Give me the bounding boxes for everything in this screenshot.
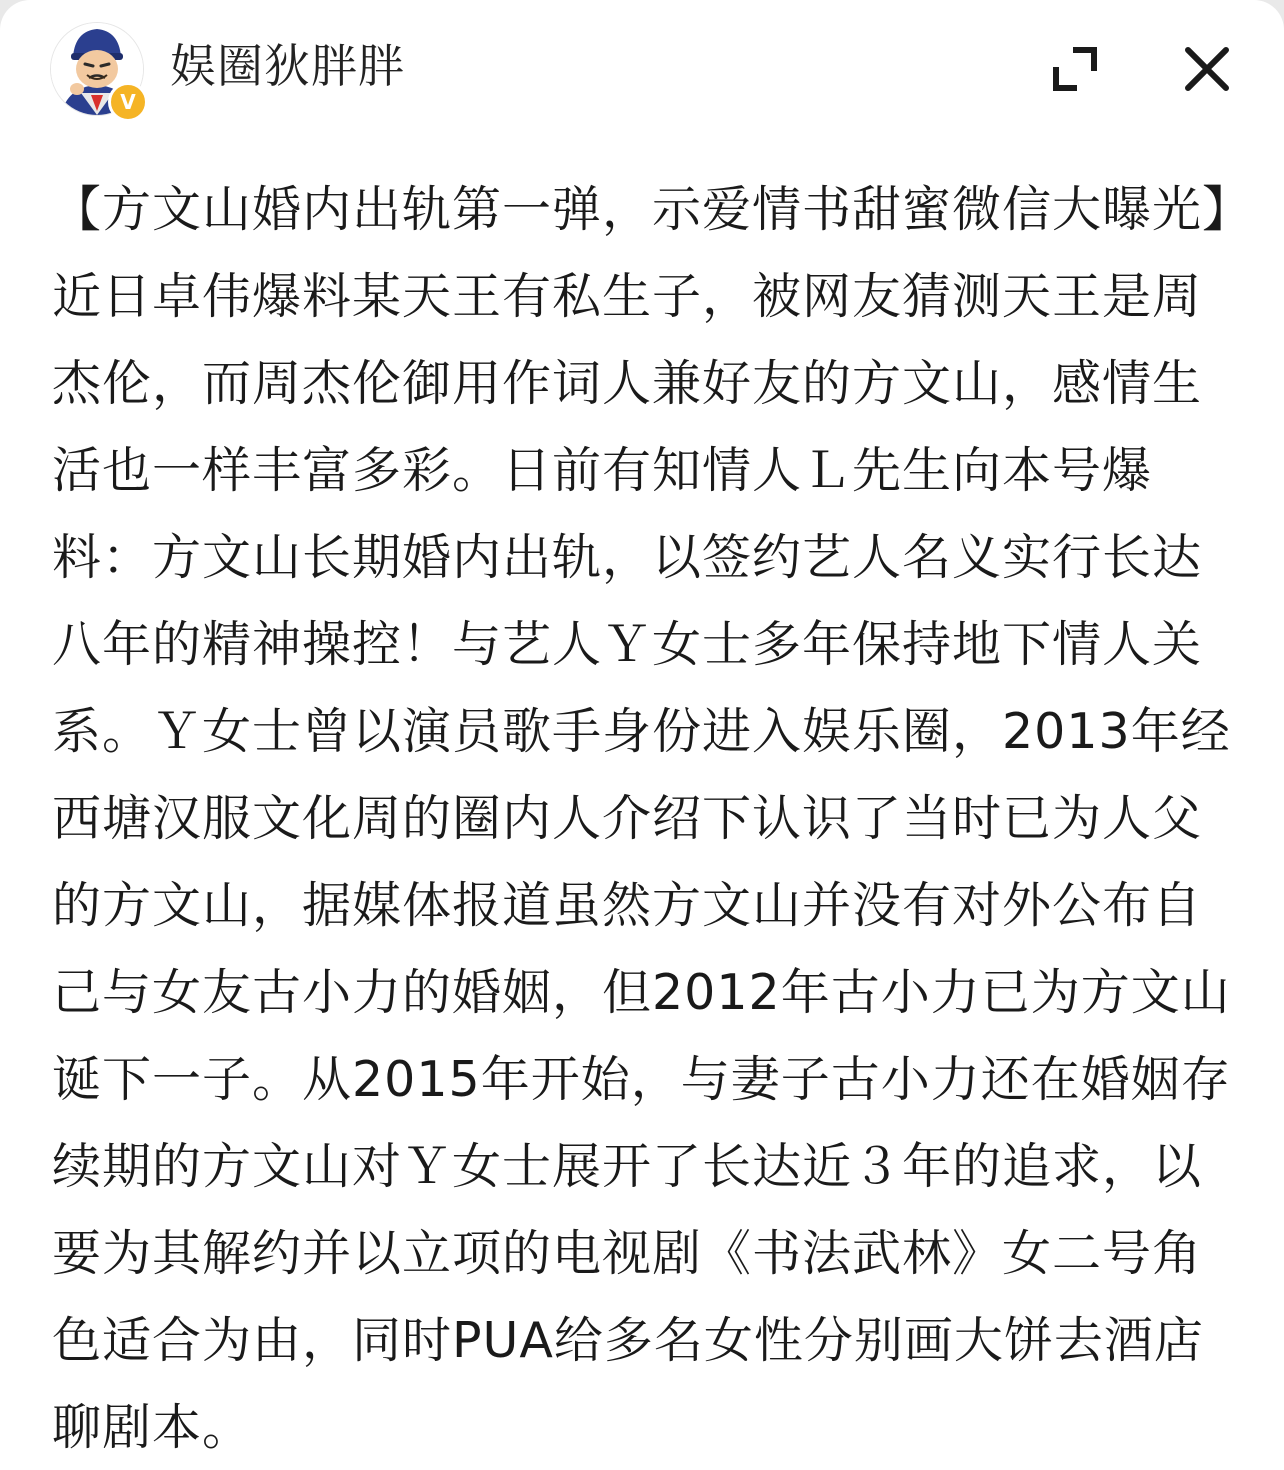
expand-button[interactable] [1046,40,1104,98]
username[interactable]: 娱圈狄胖胖 [170,39,405,93]
post-body: 近日卓伟爆料某天王有私生子，被网友猜测天王是周杰伦，而周杰伦御用作词人兼好友的方文山，感情生活也一样丰富多彩。日前有知情人Ｌ先生向本号爆料：方文山长期婚内出轨，以签约艺人名义实行长达八年的精神操控！与艺人Ｙ女士多年保持地下情人关系。Ｙ女士曾以演员歌手身份进入娱乐圈，2013年经西塘汉服文化周的圈内人介绍下认识了当时已为人父的方文山，据媒体报道虽然方文山并没有对外公布自己与女友古小力的婚姻，但2012年古小力已为方文山诞下一子。从2015年开始，与妻子古小力还在婚姻存续期的方文山对Ｙ女士展开了长达近３年的追求，以要为其解约并以立项的电视剧《书法武林》女二号角色适合为由，同时PUA给多名女性分别画大饼去酒店聊剧本。 [52,268,1231,1456]
close-icon [1178,40,1236,98]
close-button[interactable] [1178,40,1236,98]
post-header [0,0,1284,140]
post-title: 【方文山婚内出轨第一弹，示爱情书甜蜜微信大曝光】 [52,181,1253,238]
verified-badge: V [108,82,148,122]
expand-icon [1046,40,1104,98]
post-content [52,166,1253,1470]
